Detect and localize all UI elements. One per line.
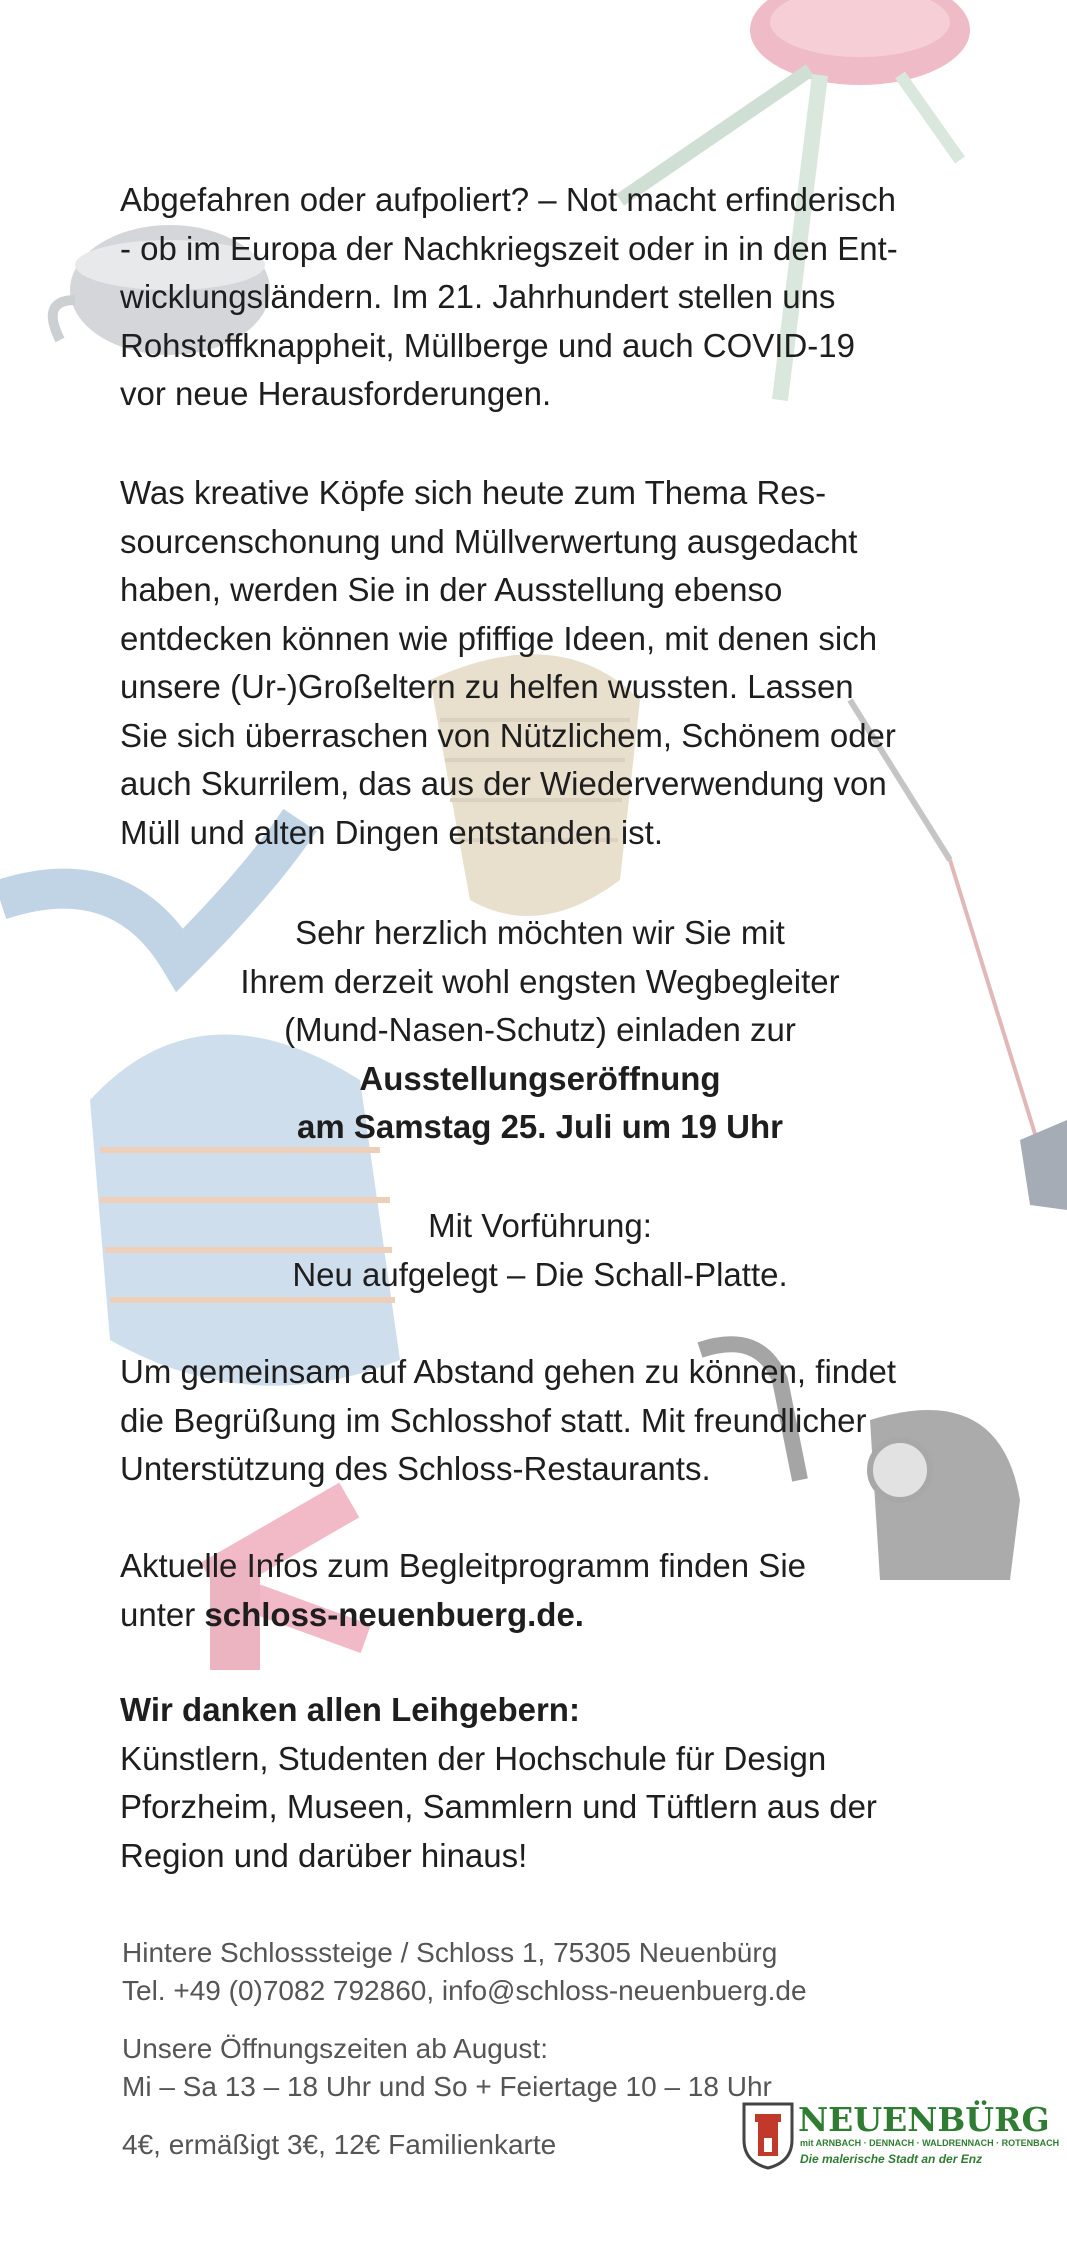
- greeting-paragraph: [120, 1348, 960, 1494]
- second-line: Sie sich überraschen von Nützlichem, Schönem oder: [120, 716, 896, 754]
- second-line: entdecken können wie pfiffige Ideen, mit denen sich: [120, 619, 878, 657]
- event-title: Ausstellungseröffnung: [359, 1059, 721, 1097]
- thanks-heading: Wir danken allen Leihgebern:: [120, 1691, 580, 1728]
- performance-label: Mit Vorführung:: [428, 1207, 652, 1244]
- info-prefix: unter: [120, 1595, 205, 1633]
- intro-line: Rohstoffknappheit, Müllberge und auch COVID-19: [120, 326, 855, 364]
- second-line: sourcenschonung und Müllverwertung ausgedacht: [120, 522, 858, 560]
- footer-address: Hintere Schlosssteige / Schloss 1, 75305 Neuenbürg: [122, 1937, 778, 1968]
- invitation-line: (Mund-Nasen-Schutz) einladen zur: [284, 1011, 796, 1048]
- info-website-line: [120, 1591, 960, 1640]
- info-paragraph: [120, 1542, 960, 1639]
- footer-prices: 4€, ermäßigt 3€, 12€ Familienkarte: [122, 2129, 557, 2160]
- second-line: Müll und alten Dingen entstanden ist.: [120, 813, 664, 851]
- logo-wordmark: NEUENBÜRG: [798, 2100, 1050, 2139]
- footer-address-block: [122, 1934, 807, 2010]
- second-paragraph: [120, 469, 960, 857]
- second-line: unsere (Ur-)Großeltern zu helfen wussten. Lassen: [120, 668, 854, 705]
- footer-contact: Tel. +49 (0)7082 792860, info@schloss-neuenbuerg.de: [122, 1975, 807, 2006]
- intro-line: Abgefahren oder aufpoliert? – Not macht erfinderisch: [120, 181, 896, 218]
- invitation-block: [120, 909, 960, 1152]
- town-crest-icon: [740, 2100, 796, 2170]
- second-line: Was kreative Köpfe sich heute zum Thema Res-: [120, 474, 827, 511]
- logo-subline: mit ARNBACH · DENNACH · WALDRENNACH · ROTENBACH: [800, 2138, 1060, 2148]
- thanks-line: Künstlern, Studenten der Hochschule für Design: [120, 1739, 827, 1777]
- greeting-line: Um gemeinsam auf Abstand gehen zu können, findet: [120, 1353, 896, 1390]
- event-date: am Samstag 25. Juli um 19 Uhr: [296, 1108, 784, 1145]
- footer-hours: Mi – Sa 13 – 18 Uhr und So + Feiertage 10 – 18 Uhr: [122, 2071, 772, 2102]
- footer-hours-label: Unsere Öffnungszeiten ab August:: [122, 2033, 548, 2064]
- thanks-line: Region und darüber hinaus!: [120, 1836, 528, 1874]
- intro-line: wicklungsländern. Im 21. Jahrhundert stellen uns: [120, 278, 836, 315]
- thanks-paragraph: [120, 1686, 960, 1880]
- info-line: Aktuelle Infos zum Begleitprogramm finden Sie: [120, 1547, 807, 1584]
- intro-line: - ob im Europa der Nachkriegszeit oder in in den Ent-: [120, 229, 898, 267]
- second-line: auch Skurrilem, das aus der Wiederverwendung von: [120, 765, 887, 802]
- performance-title: Neu aufgelegt – Die Schall-Platte.: [292, 1255, 788, 1293]
- performance-block: [120, 1202, 960, 1299]
- thanks-line: Pforzheim, Museen, Sammlern und Tüftlern aus der: [120, 1788, 877, 1825]
- logo-slogan: Die malerische Stadt an der Enz: [800, 2152, 983, 2166]
- greeting-line: die Begrüßung im Schlosshof statt. Mit freundlicher: [120, 1401, 867, 1439]
- intro-line: vor neue Herausforderungen.: [120, 375, 552, 412]
- invitation-line: Sehr herzlich möchten wir Sie mit: [295, 914, 785, 951]
- greeting-line: Unterstützung des Schloss-Restaurants.: [120, 1450, 711, 1487]
- footer-hours-block: [122, 2030, 772, 2106]
- invitation-line: Ihrem derzeit wohl engsten Wegbegleiter: [240, 962, 840, 1000]
- website-link[interactable]: schloss-neuenbuerg.de.: [204, 1595, 584, 1633]
- intro-paragraph: [120, 176, 960, 419]
- second-line: haben, werden Sie in der Ausstellung ebenso: [120, 571, 783, 608]
